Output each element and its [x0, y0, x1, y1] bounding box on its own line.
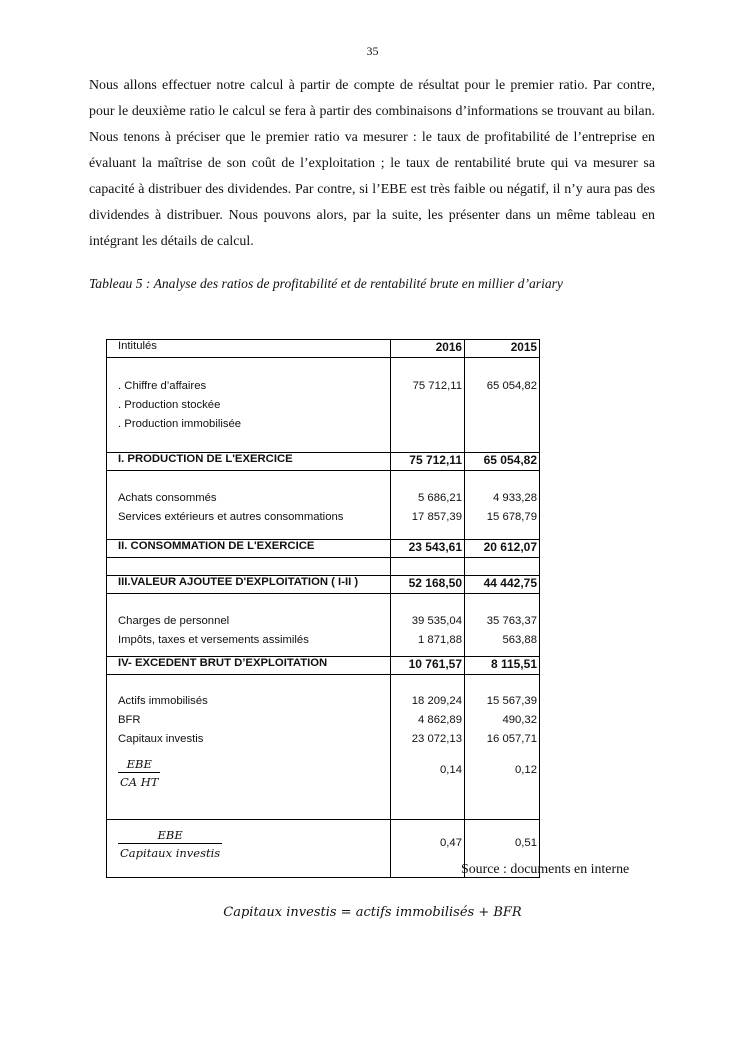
production-group [107, 358, 540, 453]
capitaux-investis-2016: 23 072,13 [411, 733, 462, 745]
item-actifs-immobilises: Actifs immobilisés [118, 695, 208, 707]
header-label: Intitulés [107, 340, 391, 358]
production-total-label: I. PRODUCTION DE L'EXERCICE [107, 453, 391, 471]
ratio1-fraction [118, 757, 387, 789]
consommation-total-2016: 23 543,61 [391, 540, 465, 558]
page-number: 35 [366, 44, 379, 58]
header-year-2015: 2015 [465, 340, 540, 358]
production-total-2016: 75 712,11 [391, 453, 465, 471]
item-chiffre-affaires: . Chiffre d’affaires [118, 380, 207, 392]
achats-2015: 4 933,28 [493, 492, 537, 504]
valeur-ajoutee-2015: 44 442,75 [465, 576, 540, 594]
charges-personnel-2015: 35 763,37 [486, 615, 537, 627]
ratio2-2015: 0,51 [465, 820, 540, 878]
capitaux-group [107, 675, 540, 820]
ratio2-denominator: Capitaux investis [120, 846, 221, 860]
capitaux-investis-2015: 16 057,71 [486, 733, 537, 745]
body-paragraph: Nous allons effectuer notre calcul à partir de compte de résultat pour le premier ratio. Par contre, pour le deuxième ratio le calcul se fera à partir des combinaisons d’informations se trouvant au bilan. Nous tenons à préciser que le premier ratio va mesurer : le taux de profitabilité de l’entreprise en évaluant la maîtrise de son coût de l’exploitation ; le taux de rentabilité brute qui va mesurer sa capacité à distribuer des dividendes. Par contre, si l’EBE est très faible ou négatif, il n’y aura pas des dividendes à distribuer. Nous pouvons alors, par la suite, les présenter dans un même tableau en intégrant les détails de calcul. [89, 78, 655, 249]
ebe-2015: 8 115,51 [465, 657, 540, 675]
charges-group [107, 594, 540, 657]
source-note: Source : documents en interne [461, 862, 630, 877]
consommation-total-label: II. CONSOMMATION DE L'EXERCICE [107, 540, 391, 558]
total-row-production [107, 453, 540, 471]
charges-personnel-2016: 39 535,04 [411, 615, 462, 627]
item-impots-taxes: Impôts, taxes et versements assimilés [118, 634, 309, 646]
services-2016: 17 857,39 [411, 511, 462, 523]
production-total-2015: 65 054,82 [465, 453, 540, 471]
valeur-ajoutee-label: III.VALEUR AJOUTEE D'EXPLOITATION ( I-II ) [107, 576, 391, 594]
ratio1-numerator: EBE [118, 757, 160, 773]
item-production-stockee: . Production stockée [118, 399, 221, 411]
ca-2016: 75 712,11 [412, 380, 462, 392]
bfr-2016: 4 862,89 [418, 714, 462, 726]
ratio1-2016: 0,14 [440, 764, 462, 776]
consommation-total-2015: 20 612,07 [465, 540, 540, 558]
table-header-row [107, 340, 540, 358]
item-charges-personnel: Charges de personnel [118, 615, 230, 627]
total-row-ebe [107, 657, 540, 675]
actifs-immobilises-2016: 18 209,24 [411, 695, 462, 707]
impots-taxes-2016: 1 871,88 [418, 634, 462, 646]
ebe-2016: 10 761,57 [391, 657, 465, 675]
total-row-consommation [107, 540, 540, 558]
spacer-row [107, 558, 540, 576]
ratio1-2015: 0,12 [515, 764, 537, 776]
ratio1-denominator: CA HT [120, 775, 159, 789]
item-services: Services extérieurs et autres consommations [118, 511, 344, 523]
item-bfr: BFR [118, 714, 141, 726]
total-row-valeur-ajoutee [107, 576, 540, 594]
impots-taxes-2015: 563,88 [502, 634, 537, 646]
ratio2-fraction [118, 828, 222, 860]
ratio2-numerator: EBE [118, 828, 222, 844]
table-caption: Tableau 5 : Analyse des ratios de profitabilité et de rentabilité brute en millier d’ariary [89, 276, 563, 291]
actifs-immobilises-2015: 15 567,39 [486, 695, 537, 707]
valeur-ajoutee-2016: 52 168,50 [391, 576, 465, 594]
item-capitaux-investis: Capitaux investis [118, 733, 204, 745]
ratio2-2016: 0,47 [391, 820, 465, 878]
item-achats: Achats consommés [118, 492, 217, 504]
header-year-2016: 2016 [391, 340, 465, 358]
ratios-table [106, 339, 540, 878]
ca-2015: 65 054,82 [486, 380, 537, 392]
capitaux-formula: Capitaux investis = actifs immobilisés + BFR [223, 905, 522, 920]
consommation-group [107, 471, 540, 540]
bfr-2015: 490,32 [502, 714, 537, 726]
ebe-label: IV- EXCEDENT BRUT D’EXPLOITATION [107, 657, 391, 675]
services-2015: 15 678,79 [486, 511, 537, 523]
item-production-immobilisee: . Production immobilisée [118, 418, 242, 430]
achats-2016: 5 686,21 [418, 492, 462, 504]
